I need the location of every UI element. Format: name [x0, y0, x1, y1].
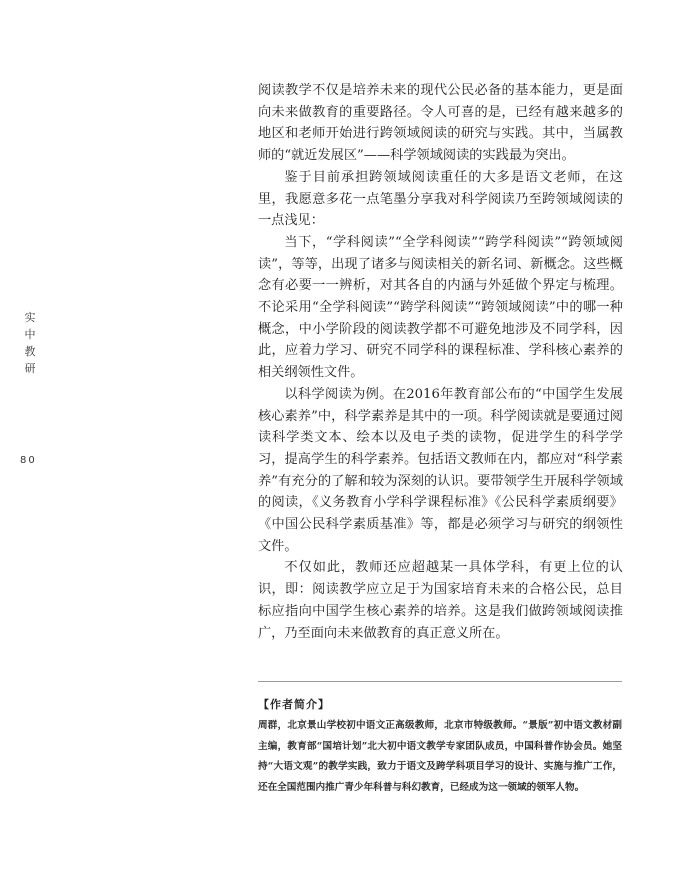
section-divider [258, 681, 622, 682]
side-title-char: 实 [24, 311, 36, 324]
side-title-char: 研 [24, 362, 36, 375]
side-title-char: 教 [24, 345, 36, 358]
article-paragraph: 不仅如此，教师还应超越某一具体学科，有更上位的认识，即：阅读教学应立足于为国家培育未来的合格公民，总目标应指向中国学生核心素养的培养。这是我们做跨领域阅读推广，乃至面向未来做教育的真正意义所在。 [258, 560, 623, 641]
author-bio: 周群，北京景山学校初中语文正高级教师，北京市特级教师。“景版”初中语文教材副主编，教育部“国培计划”北大初中语文教学专家团队成员，中国科普作协会员。她坚持“大语文观”的教学实践，致力于语文及跨学科项目学习的设计、实施与推广工作，还在全国范围内推广青少年科普与科幻教育，已经成为这一领域的领军人物。 [258, 720, 622, 793]
side-title-char: 中 [24, 328, 36, 341]
article-paragraph: 阅读教学不仅是培养未来的现代公民必备的基本能力，更是面向未来做教育的重要路径。令人可喜的是，已经有越来越多的地区和老师开始进行跨领域阅读的研究与实践。其中，当属教师的“就近发展区”——科学领域阅读的实践最为突出。 [258, 83, 623, 164]
author-heading: 【作者简介】 [258, 698, 330, 711]
journal-side-title [23, 309, 37, 377]
article-paragraph: 以科学阅读为例。在2016年教育部公布的“中国学生发展核心素养”中，科学素养是其中的一项。科学阅读就是要通过阅读科学类文本、绘本以及电子类的读物，促进学生的科学学习，提高学生的科学素养。包括语文教师在内，都应对“科学素养”有充分的了解和较为深刻的认识。要带领学生开展科学领域的阅读，《义务教育小学科学课程标准》《公民科学素质纲要》《中国公民科学素质基准》等，都是必须学习与研究的纲领性文件。 [258, 386, 623, 554]
article-paragraph: 鉴于目前承担跨领域阅读重任的大多是语文老师，在这里，我愿意多花一点笔墨分享我对科学阅读乃至跨领域阅读的一点浅见： [258, 169, 623, 229]
page-number: 80 [20, 455, 37, 466]
article-body [258, 80, 623, 644]
article-paragraph: 当下，“学科阅读”“全学科阅读”“跨学科阅读”“跨领域阅读”，等等，出现了诸多与阅读相关的新名词、新概念。这些概念有必要一一辨析，对其各自的内涵与外延做个界定与梳理。不论采用“全学科阅读”“跨学科阅读”“跨领域阅读”中的哪一种概念，中小学阶段的阅读教学都不可避免地涉及不同学科，因此，应着力学习、研究不同学科的课程标准、学科核心素养的相关纲领性文件。 [258, 234, 623, 381]
